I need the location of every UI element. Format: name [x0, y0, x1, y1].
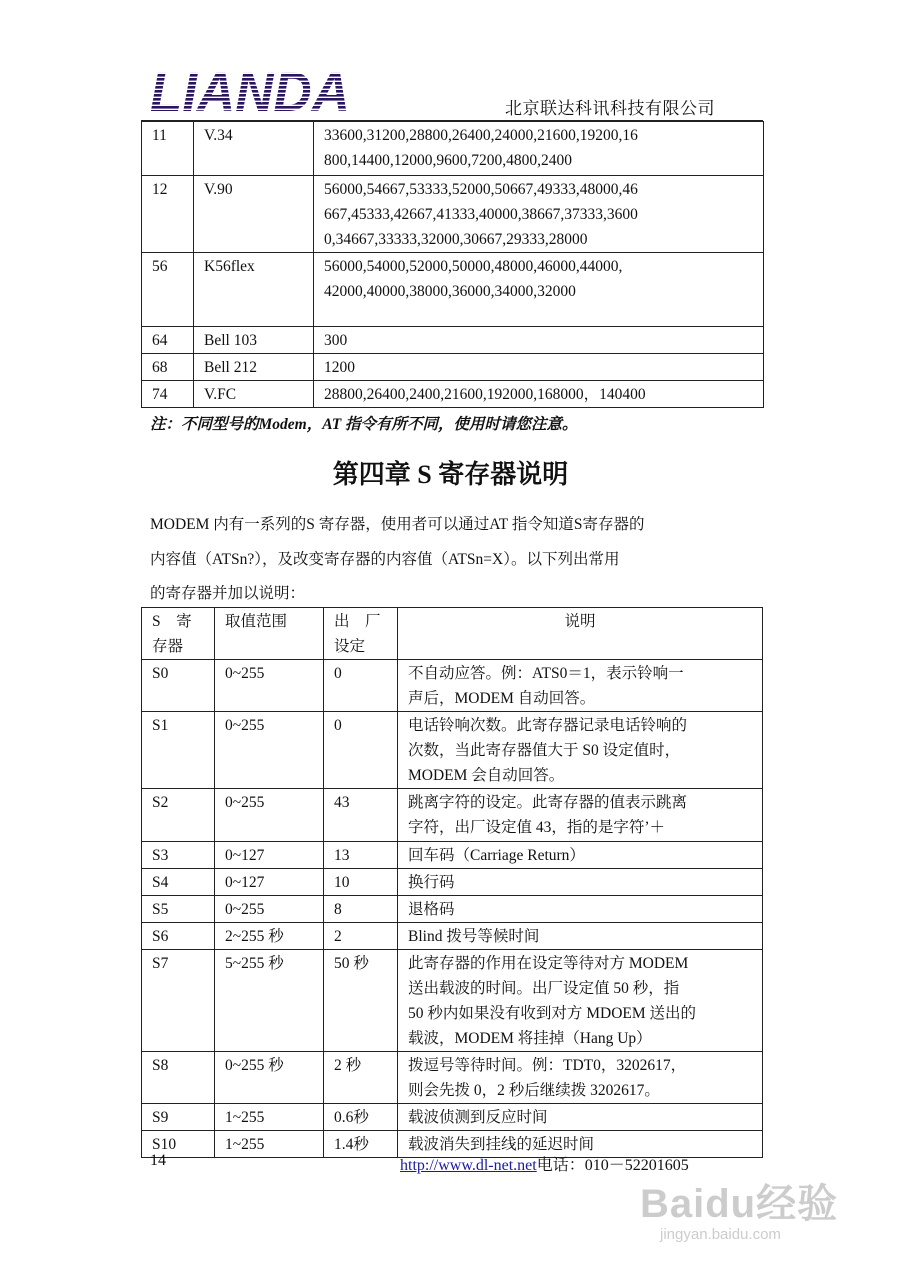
- description-cell-text: 拨逗号等待时间。例：TDT0，3202617，: [408, 1057, 687, 1074]
- code-cell: [142, 327, 194, 354]
- description-cell-text: 回车码（Carriage Return）: [408, 847, 585, 864]
- modulation-table: [141, 121, 764, 408]
- rates-cell: [314, 253, 764, 327]
- rates-cell-text: 800,14400,12000,9600,7200,4800,2400: [324, 152, 572, 169]
- column-header-text: 设定: [334, 638, 366, 655]
- rates-cell-text: 1200: [324, 359, 355, 376]
- table-row: [142, 712, 763, 789]
- column-header-text: 取值范围: [225, 613, 288, 630]
- range-cell-text: 0~255: [225, 665, 265, 682]
- company-name: 北京联达科讯科技有限公司: [505, 99, 715, 118]
- description-cell-text: 载波侦测到反应时间: [408, 1109, 548, 1126]
- register-cell-text: S6: [152, 928, 169, 945]
- svg-text:LIANDA: LIANDA: [150, 66, 350, 116]
- standard-cell: [194, 327, 314, 354]
- register-cell: [142, 950, 215, 1052]
- rates-cell-text: 0,34667,33333,32000,30667,29333,28000: [324, 231, 588, 248]
- intro-line: 内容值（ATSn?），及改变寄存器的内容值（ATSn=X）。以下列出常用: [150, 550, 620, 568]
- code-cell-text: 11: [152, 127, 167, 144]
- code-cell-text: 74: [152, 386, 168, 403]
- description-cell: [398, 842, 763, 869]
- standard-cell: [194, 176, 314, 253]
- rates-cell-text: 42000,40000,38000,36000,34000,32000: [324, 283, 576, 300]
- default-cell-text: 2: [334, 928, 342, 945]
- default-cell: [324, 869, 398, 896]
- range-cell: [215, 896, 324, 923]
- website-link[interactable]: http://www.dl-net.net: [400, 1157, 537, 1174]
- range-cell: [215, 1052, 324, 1104]
- code-cell: [142, 253, 194, 327]
- register-cell-text: S7: [152, 955, 169, 972]
- code-cell-text: 56: [152, 258, 168, 275]
- intro-line: MODEM 内有一系列的S 寄存器，使用者可以通过AT 指令知道S寄存器的: [150, 516, 645, 533]
- range-cell-text: 0~127: [225, 847, 265, 864]
- header-row: [142, 608, 763, 660]
- column-header-text: 存器: [152, 638, 184, 655]
- table-row: [142, 923, 763, 950]
- range-cell: [215, 923, 324, 950]
- description-cell-text: 跳离字符的设定。此寄存器的值表示跳离: [408, 794, 688, 811]
- description-cell-text: 电话铃响次数。此寄存器记录电话铃响的: [408, 717, 688, 734]
- range-cell: [215, 1104, 324, 1131]
- description-cell: [398, 789, 763, 842]
- default-cell: [324, 923, 398, 950]
- rates-cell-text: 56000,54000,52000,50000,48000,46000,44000,: [324, 258, 623, 275]
- default-cell-text: 10: [334, 874, 350, 891]
- register-cell: [142, 1052, 215, 1104]
- description-cell: [398, 896, 763, 923]
- description-cell: [398, 1104, 763, 1131]
- range-cell-text: 0~255: [225, 901, 265, 918]
- code-cell-text: 68: [152, 359, 168, 376]
- register-cell-text: S8: [152, 1057, 169, 1074]
- standard-cell-text: Bell 212: [204, 359, 257, 376]
- code-cell: [142, 176, 194, 253]
- phone: 电话：010－52201605: [536, 1157, 689, 1174]
- rates-cell-text: 56000,54667,53333,52000,50667,49333,48000,46: [324, 181, 638, 198]
- range-cell-text: 2~255 秒: [225, 928, 284, 945]
- range-cell: [215, 869, 324, 896]
- default-cell: [324, 789, 398, 842]
- range-cell: [215, 660, 324, 712]
- default-cell-text: 43: [334, 794, 350, 811]
- range-cell-text: 0~127: [225, 874, 265, 891]
- table-row: [142, 950, 763, 1052]
- standard-cell: [194, 122, 314, 176]
- standard-cell: [194, 253, 314, 327]
- rates-cell: [314, 122, 764, 176]
- description-cell-text: MODEM 会自动回答。: [408, 767, 565, 784]
- register-cell-text: S1: [152, 717, 169, 734]
- description-cell-text: 载波，MODEM 将挂掉（Hang Up）: [408, 1030, 652, 1047]
- table-row: [142, 896, 763, 923]
- standard-cell: [194, 354, 314, 381]
- description-cell-text: 此寄存器的作用在设定等待对方 MODEM: [408, 955, 689, 972]
- table-row: [142, 1052, 763, 1104]
- rates-cell: [314, 327, 764, 354]
- range-cell: [215, 712, 324, 789]
- lianda-logo: [146, 66, 356, 116]
- description-cell: [398, 923, 763, 950]
- default-cell: [324, 896, 398, 923]
- range-cell: [215, 950, 324, 1052]
- default-cell: [324, 660, 398, 712]
- column-header: [215, 608, 324, 660]
- register-cell: [142, 1104, 215, 1131]
- column-header: [398, 608, 763, 660]
- default-cell: [324, 842, 398, 869]
- standard-cell: [194, 381, 314, 408]
- description-cell-text: 声后，MODEM 自动回答。: [408, 690, 596, 707]
- table-row: [142, 122, 764, 176]
- table-row: [142, 869, 763, 896]
- code-cell-text: 12: [152, 181, 168, 198]
- register-cell-text: S0: [152, 665, 169, 682]
- range-cell: [215, 789, 324, 842]
- rates-cell-text: 300: [324, 332, 348, 349]
- table-row: [142, 253, 764, 327]
- default-cell-text: 2 秒: [334, 1057, 362, 1074]
- rates-cell-text: 33600,31200,28800,26400,24000,21600,19200,16: [324, 127, 638, 144]
- baidu-watermark: [640, 1182, 838, 1244]
- register-cell-text: S4: [152, 874, 169, 891]
- default-cell: [324, 1052, 398, 1104]
- register-cell: [142, 660, 215, 712]
- note: 注：不同型号的Modem，AT 指令有所不同，使用时请您注意。: [150, 416, 578, 433]
- table-row: [142, 1104, 763, 1131]
- code-cell: [142, 354, 194, 381]
- description-cell: [398, 869, 763, 896]
- intro-line: 的寄存器并加以说明：: [150, 585, 306, 602]
- table-row: [142, 327, 764, 354]
- description-cell-text: 退格码: [408, 901, 455, 918]
- description-cell-text: 字符，出厂设定值 43，指的是字符’＋: [408, 819, 666, 836]
- register-cell-text: S10: [152, 1136, 177, 1153]
- watermark-site: jingyan.baidu.com: [660, 1226, 781, 1243]
- default-cell-text: 0: [334, 717, 342, 734]
- range-cell-text: 0~255: [225, 794, 265, 811]
- code-cell: [142, 122, 194, 176]
- intro-paragraph: [150, 508, 760, 612]
- standard-cell-text: V.90: [204, 181, 233, 198]
- register-cell: [142, 896, 215, 923]
- footer-contact: [400, 1152, 689, 1175]
- range-cell: [215, 842, 324, 869]
- range-cell-text: 5~255 秒: [225, 955, 284, 972]
- table-row: [142, 176, 764, 253]
- default-cell: [324, 1104, 398, 1131]
- table-row: [142, 354, 764, 381]
- column-header: [142, 608, 215, 660]
- standard-cell-text: Bell 103: [204, 332, 257, 349]
- table-row: [142, 381, 764, 408]
- register-cell-text: S3: [152, 847, 169, 864]
- description-cell-text: 换行码: [408, 874, 455, 891]
- range-cell-text: 1~255: [225, 1109, 265, 1126]
- column-header: [324, 608, 398, 660]
- rates-cell-text: 667,45333,42667,41333,40000,38667,37333,3600: [324, 206, 638, 223]
- default-cell-text: 50 秒: [334, 955, 369, 972]
- table-row: [142, 660, 763, 712]
- register-cell: [142, 842, 215, 869]
- table-row: [142, 789, 763, 842]
- register-cell: [142, 869, 215, 896]
- column-header-text: S 寄: [152, 613, 192, 630]
- description-cell-text: 送出载波的时间。出厂设定值 50 秒，指: [408, 980, 680, 997]
- standard-cell-text: V.34: [204, 127, 233, 144]
- rates-cell: [314, 176, 764, 253]
- standard-cell-text: K56flex: [204, 258, 255, 275]
- register-cell-text: S5: [152, 901, 169, 918]
- default-cell-text: 8: [334, 901, 342, 918]
- default-cell-text: 0: [334, 665, 342, 682]
- register-cell-text: S9: [152, 1109, 169, 1126]
- chapter-title: 第四章 S 寄存器说明: [332, 460, 569, 489]
- register-cell: [142, 789, 215, 842]
- column-header-text: 说明: [564, 613, 596, 630]
- description-cell-text: 则会先拨 0，2 秒后继续拨 3202617。: [408, 1082, 660, 1099]
- rates-cell: [314, 354, 764, 381]
- range-cell: [215, 1131, 324, 1158]
- description-cell-text: Blind 拨号等候时间: [408, 928, 540, 945]
- column-header-text: 出 厂: [334, 613, 381, 630]
- default-cell: [324, 1131, 398, 1158]
- register-cell-text: S2: [152, 794, 169, 811]
- description-cell: [398, 1052, 763, 1104]
- default-cell-text: 1.4秒: [334, 1136, 369, 1153]
- range-cell-text: 0~255: [225, 717, 265, 734]
- default-cell-text: 13: [334, 847, 350, 864]
- watermark-brand: Baidu经验: [640, 1182, 839, 1226]
- rates-cell-text: 28800,26400,2400,21600,192000,168000，140400: [324, 386, 646, 403]
- range-cell-text: 0~255 秒: [225, 1057, 284, 1074]
- code-cell-text: 64: [152, 332, 168, 349]
- standard-cell-text: V.FC: [204, 386, 237, 403]
- description-cell: [398, 712, 763, 789]
- description-cell-text: 不自动应答。例：ATS0＝1，表示铃响一: [408, 665, 684, 682]
- page-number: 14: [150, 1152, 166, 1169]
- default-cell: [324, 950, 398, 1052]
- description-cell-text: 50 秒内如果没有收到对方 MDOEM 送出的: [408, 1005, 697, 1022]
- rates-cell: [314, 381, 764, 408]
- description-cell-text: 次数，当此寄存器值大于 S0 设定值时，: [408, 742, 681, 759]
- description-cell: [398, 660, 763, 712]
- description-cell-text: 载波消失到挂线的延迟时间: [408, 1136, 595, 1153]
- description-cell: [398, 950, 763, 1052]
- code-cell: [142, 381, 194, 408]
- default-cell-text: 0.6秒: [334, 1109, 369, 1126]
- register-cell: [142, 923, 215, 950]
- register-table: [141, 607, 763, 1158]
- default-cell: [324, 712, 398, 789]
- table-row: [142, 842, 763, 869]
- register-cell: [142, 712, 215, 789]
- range-cell-text: 1~255: [225, 1136, 265, 1153]
